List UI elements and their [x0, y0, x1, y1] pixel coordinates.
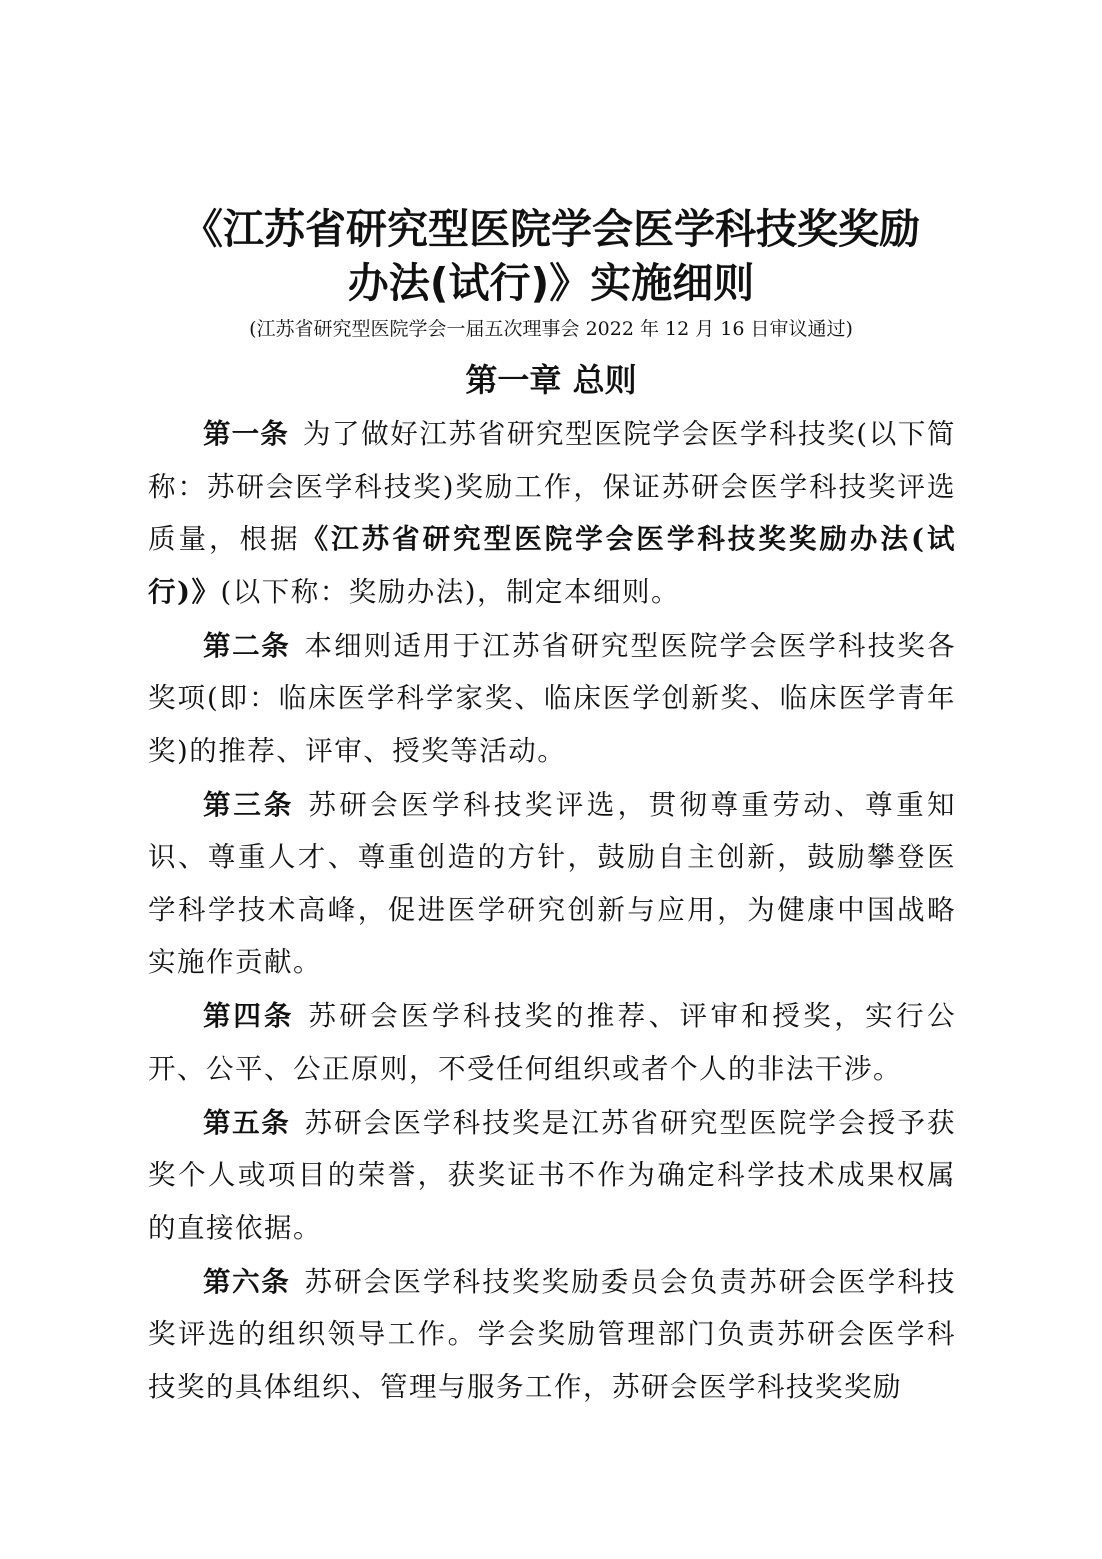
article-text: 本细则适用于江苏省研究型医院学会医学科技奖各奖项(即：临床医学科学家奖、临床医学创新奖、临床医学青年奖)的推荐、评审、授奖等活动。: [148, 629, 956, 767]
article-1: [148, 408, 956, 618]
article-4: [148, 990, 956, 1095]
article-label: 第六条: [203, 1265, 291, 1298]
article-6: [148, 1256, 956, 1414]
article-text: 苏研会医学科技奖是江苏省研究型医院学会授予获奖个人或项目的荣誉，获奖证书不作为确定科学技术成果权属的直接依据。: [148, 1106, 956, 1244]
article-text: 苏研会医学科技奖评选，贯彻尊重劳动、尊重知识、尊重人才、尊重创造的方针，鼓励自主创新，鼓励攀登医学科学技术高峰，促进医学研究创新与应用，为健康中国战略实施作贡献。: [148, 788, 957, 978]
chapter-heading: 第一章 总则: [465, 361, 637, 399]
article-2: [148, 620, 956, 778]
article-label: 第四条: [203, 1000, 295, 1032]
article-text: 苏研会医学科技奖的推荐、评审和授奖，实行公开、公平、公正原则，不受任何组织或者个人的非法干涉。: [148, 1000, 957, 1085]
document-body: [148, 408, 956, 1415]
article-label: 第一条: [203, 418, 289, 450]
title-line-2: 办法(试行)》实施细则: [347, 259, 755, 307]
referenced-document-title: 《江苏省研究型医院学会医学科技奖奖励办法(试行)》: [148, 523, 956, 608]
article-label: 第五条: [203, 1106, 291, 1139]
article-text: (以下称：奖励办法)，制定本细则。: [220, 575, 680, 608]
article-label: 第三条: [203, 788, 295, 821]
article-text: 为了做好江苏省研究型医院学会医学科技奖(以下简称：苏研会医学科技奖)奖励工作，保证苏研会医学科技奖评选质量，根据: [148, 418, 957, 555]
article-text: 苏研会医学科技奖奖励委员会负责苏研会医学科技奖评选的组织领导工作。学会奖励管理部门负责苏研会医学科技奖的具体组织、管理与服务工作，苏研会医学科技奖奖励: [148, 1265, 956, 1403]
approval-note: (江苏省研究型医院学会一届五次理事会 2022 年 12 月 16 日审议通过): [249, 318, 853, 340]
document-title: [140, 202, 962, 310]
article-5: [148, 1097, 956, 1255]
article-label: 第二条: [203, 629, 291, 662]
title-line-1: 《江苏省研究型医院学会医学科技奖奖励: [182, 205, 920, 253]
article-3: [148, 779, 956, 989]
